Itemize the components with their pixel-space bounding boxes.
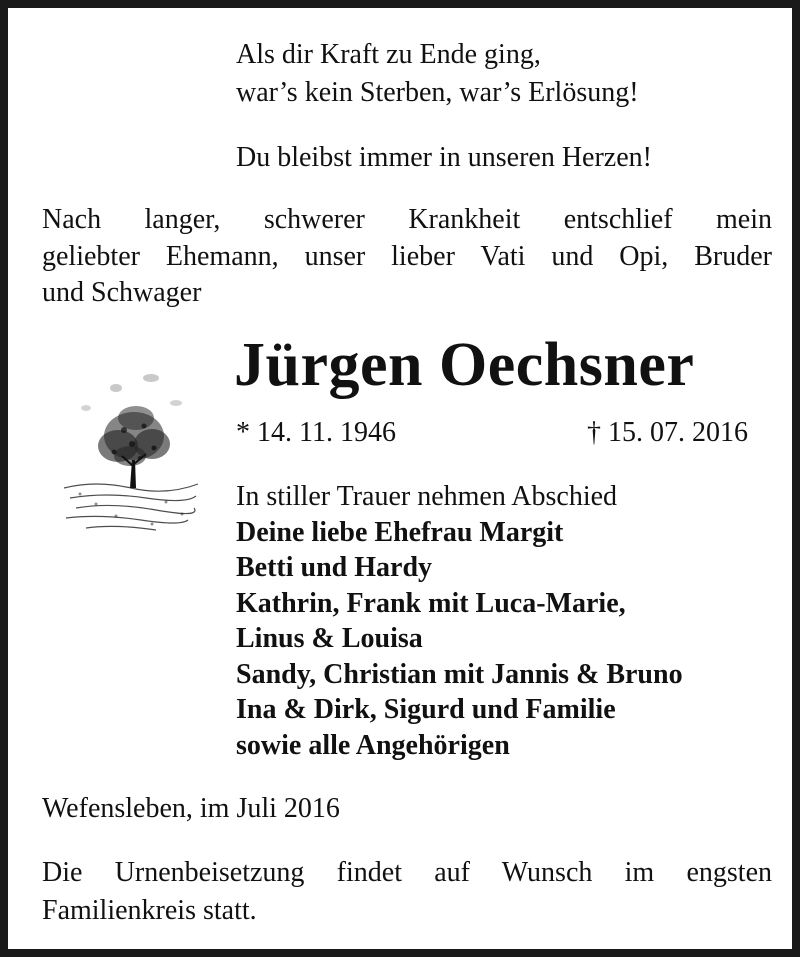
poem-line-1: Als dir Kraft zu Ende ging, xyxy=(236,39,541,70)
poem-line-3: Du bleibst immer in unseren Herzen! xyxy=(236,142,652,173)
mourners-block xyxy=(236,479,683,763)
mourner-line: Betti und Hardy xyxy=(236,552,433,583)
intro-line-1: Nach langer, schwerer Krankheit entschlief mein xyxy=(42,204,772,235)
burial-note-line-1: Die Urnenbeisetzung findet auf Wunsch im engsten xyxy=(42,857,772,888)
intro-line-3: und Schwager xyxy=(42,277,202,308)
intro-line-2: geliebter Ehemann, unser lieber Vati und Opi, Bruder xyxy=(42,241,772,272)
mourners-heading: In stiller Trauer nehmen Abschied xyxy=(236,481,618,512)
mourner-line: sowie alle Angehörigen xyxy=(236,729,510,761)
mourner-line: Kathrin, Frank mit Luca-Marie, xyxy=(236,587,626,619)
deceased-name: Jürgen Oechsner xyxy=(234,331,695,399)
mourner-line: Sandy, Christian mit Jannis & Bruno xyxy=(236,658,683,690)
birth-date: * 14. 11. 1946 xyxy=(236,417,396,448)
mourner-line: Ina & Dirk, Sigurd und Familie xyxy=(236,694,616,725)
tree-landscape-icon xyxy=(56,348,206,538)
mourner-line: Linus & Louisa xyxy=(236,623,423,654)
poem-line-2: war’s kein Sterben, war’s Erlösung! xyxy=(236,77,639,108)
death-date: † 15. 07. 2016 xyxy=(587,417,748,448)
place-date: Wefensleben, im Juli 2016 xyxy=(42,793,340,824)
burial-note-line-2: Familienkreis statt. xyxy=(42,895,257,926)
mourner-line: Deine liebe Ehefrau Margit xyxy=(236,516,564,548)
